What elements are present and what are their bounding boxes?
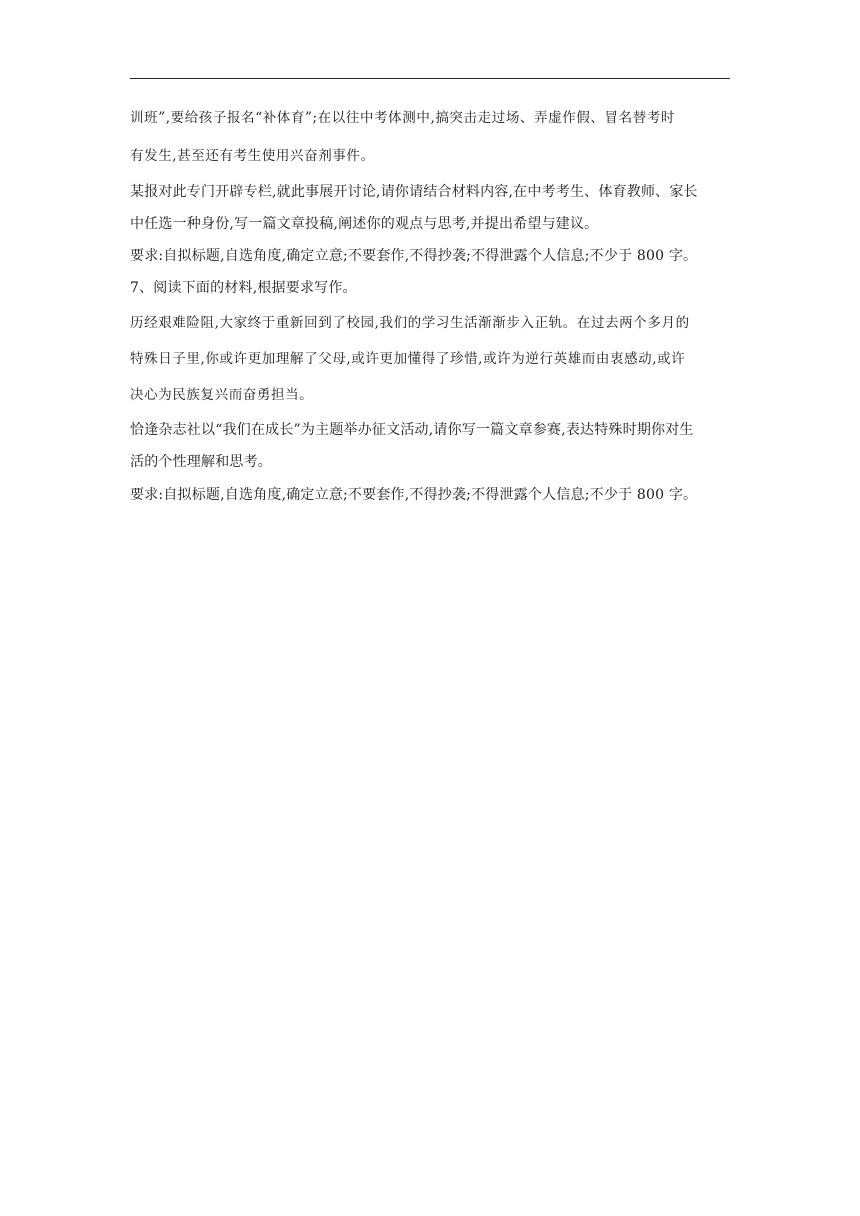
material-line-2: 有发生,甚至还有考生使用兴奋剂事件。 (130, 148, 375, 164)
material-7-line-1: 历经艰难险阻,大家终于重新回到了校园,我们的学习生活渐渐步入正轨。在过去两个多月的 (130, 315, 690, 331)
instruction-7-line-2: 活的个性理解和思考。 (130, 454, 272, 470)
requirement-line-2: 要求:自拟标题,自选角度,确定立意;不要套作,不得抄袭;不得泄露个人信息;不少于 800 字。 (130, 487, 698, 503)
instruction-line-2: 中任选一种身份,写一篇文章投稿,阐述你的观点与思考,并提出希望与建议。 (130, 216, 599, 232)
instruction-line-1: 某报对此专门开辟专栏,就此事展开讨论,请你请结合材料内容,在中考考生、体育教师、家长 (130, 184, 698, 200)
question-7-title: 7、阅读下面的材料,根据要求写作。 (130, 280, 357, 296)
material-7-line-2: 特殊日子里,你或许更加理解了父母,或许更加懂得了珍惜,或许为逆行英雄而由衷感动,或许 (130, 351, 686, 367)
material-7-line-3: 决心为民族复兴而奋勇担当。 (130, 387, 314, 403)
header-rule (130, 78, 730, 79)
material-line-1: 训班”,要给孩子报名“补体育”;在以往中考体测中,搞突击走过场、弄虚作假、冒名替考时 (130, 110, 676, 126)
instruction-7-line-1: 恰逢杂志社以“我们在成长”为主题举办征文活动,请你写一篇文章参赛,表达特殊时期你对生 (130, 422, 694, 438)
requirement-line-1: 要求:自拟标题,自选角度,确定立意;不要套作,不得抄袭;不得泄露个人信息;不少于 800 字。 (130, 248, 698, 264)
